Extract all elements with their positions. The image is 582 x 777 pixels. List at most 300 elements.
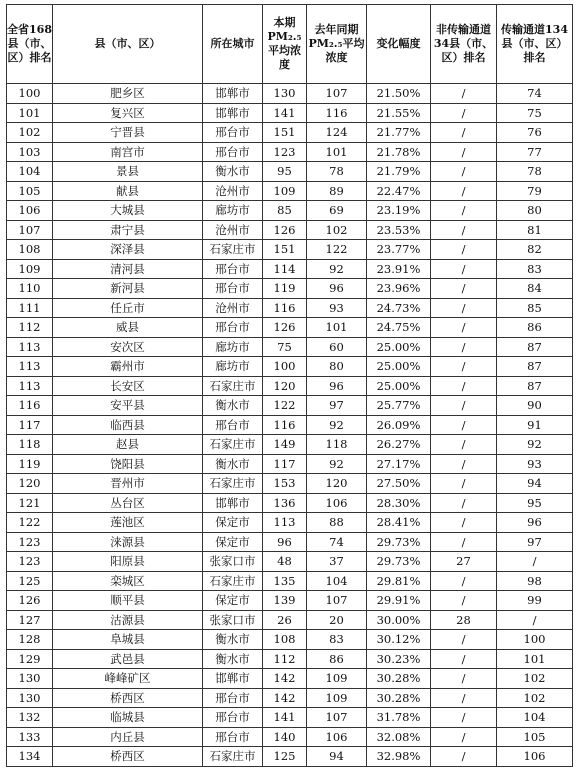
cell-rank-channel: 76	[497, 123, 573, 143]
cell-county: 涞源县	[53, 532, 203, 552]
cell-city: 邢台市	[203, 123, 263, 143]
cell-city: 沧州市	[203, 298, 263, 318]
cell-pm25-current: 126	[263, 220, 307, 240]
cell-rank-non-channel: /	[431, 357, 497, 377]
header-change: 变化幅度	[367, 5, 431, 84]
cell-rank-non-channel: /	[431, 474, 497, 494]
cell-pm25-current: 136	[263, 493, 307, 513]
table-row	[7, 279, 573, 299]
cell-change: 28.30%	[367, 493, 431, 513]
cell-city: 邢台市	[203, 727, 263, 747]
cell-rank-channel: 95	[497, 493, 573, 513]
cell-county: 长安区	[53, 376, 203, 396]
cell-rank-province: 108	[7, 240, 53, 260]
cell-change: 23.96%	[367, 279, 431, 299]
cell-city: 廊坊市	[203, 201, 263, 221]
table-row	[7, 474, 573, 494]
cell-change: 27.17%	[367, 454, 431, 474]
table-row	[7, 669, 573, 689]
cell-rank-channel: 106	[497, 747, 573, 767]
table-row	[7, 162, 573, 182]
cell-rank-province: 132	[7, 708, 53, 728]
cell-city: 石家庄市	[203, 240, 263, 260]
cell-county: 沽源县	[53, 610, 203, 630]
cell-pm25-current: 126	[263, 318, 307, 338]
cell-county: 莲池区	[53, 513, 203, 533]
cell-pm25-current: 151	[263, 240, 307, 260]
cell-city: 邢台市	[203, 259, 263, 279]
cell-city: 邯郸市	[203, 493, 263, 513]
cell-rank-non-channel: /	[431, 513, 497, 533]
cell-pm25-last-year: 88	[307, 513, 367, 533]
cell-city: 邢台市	[203, 318, 263, 338]
cell-rank-province: 110	[7, 279, 53, 299]
cell-rank-province: 111	[7, 298, 53, 318]
table-row	[7, 415, 573, 435]
cell-rank-channel: 78	[497, 162, 573, 182]
table-row	[7, 220, 573, 240]
cell-rank-non-channel: /	[431, 298, 497, 318]
cell-city: 沧州市	[203, 220, 263, 240]
cell-county: 清河县	[53, 259, 203, 279]
cell-city: 石家庄市	[203, 474, 263, 494]
cell-city: 石家庄市	[203, 435, 263, 455]
cell-city: 廊坊市	[203, 357, 263, 377]
cell-county: 肃宁县	[53, 220, 203, 240]
cell-rank-channel: 82	[497, 240, 573, 260]
cell-change: 21.55%	[367, 103, 431, 123]
cell-change: 30.23%	[367, 649, 431, 669]
cell-city: 石家庄市	[203, 747, 263, 767]
cell-city: 石家庄市	[203, 571, 263, 591]
cell-rank-non-channel: /	[431, 103, 497, 123]
cell-change: 22.47%	[367, 181, 431, 201]
cell-change: 28.41%	[367, 513, 431, 533]
ranking-table-container	[6, 4, 572, 767]
cell-county: 深泽县	[53, 240, 203, 260]
cell-rank-channel: 81	[497, 220, 573, 240]
cell-pm25-last-year: 106	[307, 493, 367, 513]
cell-rank-non-channel: /	[431, 201, 497, 221]
cell-rank-province: 133	[7, 727, 53, 747]
table-row	[7, 571, 573, 591]
cell-county: 武邑县	[53, 649, 203, 669]
cell-pm25-current: 142	[263, 669, 307, 689]
cell-rank-province: 129	[7, 649, 53, 669]
cell-rank-channel: 86	[497, 318, 573, 338]
cell-pm25-current: 114	[263, 259, 307, 279]
table-row	[7, 454, 573, 474]
table-row	[7, 747, 573, 767]
cell-city: 张家口市	[203, 552, 263, 572]
cell-pm25-last-year: 97	[307, 396, 367, 416]
cell-rank-non-channel: /	[431, 162, 497, 182]
cell-rank-province: 121	[7, 493, 53, 513]
cell-rank-non-channel: /	[431, 493, 497, 513]
cell-rank-non-channel: /	[431, 630, 497, 650]
cell-rank-non-channel: /	[431, 259, 497, 279]
cell-change: 25.00%	[367, 376, 431, 396]
cell-rank-province: 120	[7, 474, 53, 494]
cell-rank-channel: 104	[497, 708, 573, 728]
cell-rank-non-channel: /	[431, 591, 497, 611]
table-row	[7, 396, 573, 416]
cell-county: 南宫市	[53, 142, 203, 162]
cell-rank-non-channel: /	[431, 571, 497, 591]
table-row	[7, 435, 573, 455]
cell-change: 29.81%	[367, 571, 431, 591]
table-row	[7, 240, 573, 260]
cell-pm25-current: 153	[263, 474, 307, 494]
cell-rank-non-channel: /	[431, 84, 497, 104]
cell-pm25-current: 125	[263, 747, 307, 767]
cell-change: 32.08%	[367, 727, 431, 747]
cell-pm25-current: 141	[263, 103, 307, 123]
table-row	[7, 259, 573, 279]
cell-change: 25.77%	[367, 396, 431, 416]
cell-rank-province: 127	[7, 610, 53, 630]
cell-pm25-last-year: 106	[307, 727, 367, 747]
cell-pm25-last-year: 116	[307, 103, 367, 123]
cell-pm25-last-year: 109	[307, 688, 367, 708]
cell-rank-channel: 87	[497, 376, 573, 396]
cell-pm25-last-year: 109	[307, 669, 367, 689]
cell-pm25-last-year: 102	[307, 220, 367, 240]
cell-change: 29.73%	[367, 552, 431, 572]
cell-pm25-last-year: 60	[307, 337, 367, 357]
cell-rank-non-channel: /	[431, 220, 497, 240]
cell-rank-province: 119	[7, 454, 53, 474]
cell-change: 23.77%	[367, 240, 431, 260]
table-row	[7, 493, 573, 513]
cell-city: 邢台市	[203, 415, 263, 435]
cell-county: 赵县	[53, 435, 203, 455]
table-row	[7, 201, 573, 221]
cell-rank-province: 118	[7, 435, 53, 455]
cell-pm25-last-year: 96	[307, 279, 367, 299]
cell-city: 保定市	[203, 591, 263, 611]
cell-rank-province: 126	[7, 591, 53, 611]
cell-pm25-current: 75	[263, 337, 307, 357]
cell-rank-province: 125	[7, 571, 53, 591]
cell-rank-province: 113	[7, 357, 53, 377]
cell-city: 邯郸市	[203, 103, 263, 123]
cell-pm25-current: 151	[263, 123, 307, 143]
cell-rank-non-channel: /	[431, 279, 497, 299]
cell-pm25-current: 96	[263, 532, 307, 552]
cell-county: 霸州市	[53, 357, 203, 377]
cell-pm25-current: 120	[263, 376, 307, 396]
cell-rank-non-channel: /	[431, 688, 497, 708]
cell-change: 29.73%	[367, 532, 431, 552]
cell-pm25-last-year: 93	[307, 298, 367, 318]
cell-rank-non-channel: /	[431, 376, 497, 396]
cell-county: 顺平县	[53, 591, 203, 611]
table-row	[7, 532, 573, 552]
cell-pm25-last-year: 92	[307, 259, 367, 279]
cell-rank-channel: 83	[497, 259, 573, 279]
cell-pm25-current: 117	[263, 454, 307, 474]
cell-change: 30.28%	[367, 688, 431, 708]
cell-rank-non-channel: /	[431, 747, 497, 767]
cell-county: 饶阳县	[53, 454, 203, 474]
cell-rank-non-channel: /	[431, 142, 497, 162]
cell-rank-province: 112	[7, 318, 53, 338]
cell-city: 邢台市	[203, 279, 263, 299]
cell-change: 32.98%	[367, 747, 431, 767]
cell-pm25-last-year: 80	[307, 357, 367, 377]
cell-county: 任丘市	[53, 298, 203, 318]
cell-pm25-last-year: 89	[307, 181, 367, 201]
header-city: 所在城市	[203, 5, 263, 84]
cell-city: 沧州市	[203, 181, 263, 201]
table-row	[7, 103, 573, 123]
cell-change: 21.77%	[367, 123, 431, 143]
table-row	[7, 610, 573, 630]
cell-change: 30.28%	[367, 669, 431, 689]
cell-county: 安次区	[53, 337, 203, 357]
cell-rank-non-channel: /	[431, 415, 497, 435]
table-row	[7, 84, 573, 104]
cell-change: 23.19%	[367, 201, 431, 221]
cell-pm25-last-year: 122	[307, 240, 367, 260]
cell-pm25-last-year: 92	[307, 415, 367, 435]
cell-county: 临西县	[53, 415, 203, 435]
header-pm25-last-year: 去年同期PM₂.₅平均浓度	[307, 5, 367, 84]
cell-rank-channel: 98	[497, 571, 573, 591]
cell-city: 邢台市	[203, 688, 263, 708]
cell-rank-non-channel: /	[431, 181, 497, 201]
cell-pm25-last-year: 92	[307, 454, 367, 474]
cell-change: 25.00%	[367, 357, 431, 377]
table-row	[7, 552, 573, 572]
cell-pm25-current: 108	[263, 630, 307, 650]
cell-rank-province: 102	[7, 123, 53, 143]
cell-change: 27.50%	[367, 474, 431, 494]
cell-pm25-current: 109	[263, 181, 307, 201]
cell-rank-non-channel: /	[431, 123, 497, 143]
cell-rank-channel: 77	[497, 142, 573, 162]
cell-county: 临城县	[53, 708, 203, 728]
cell-rank-channel: 87	[497, 337, 573, 357]
cell-city: 保定市	[203, 513, 263, 533]
cell-change: 30.12%	[367, 630, 431, 650]
table-header	[7, 5, 573, 84]
cell-county: 峰峰矿区	[53, 669, 203, 689]
cell-rank-non-channel: /	[431, 240, 497, 260]
cell-rank-channel: 105	[497, 727, 573, 747]
table-row	[7, 298, 573, 318]
cell-rank-channel: 90	[497, 396, 573, 416]
cell-pm25-last-year: 96	[307, 376, 367, 396]
cell-change: 21.78%	[367, 142, 431, 162]
cell-pm25-last-year: 101	[307, 318, 367, 338]
cell-county: 晋州市	[53, 474, 203, 494]
cell-change: 23.53%	[367, 220, 431, 240]
cell-rank-non-channel: /	[431, 337, 497, 357]
cell-rank-province: 113	[7, 337, 53, 357]
cell-city: 衡水市	[203, 630, 263, 650]
cell-pm25-last-year: 124	[307, 123, 367, 143]
cell-county: 献县	[53, 181, 203, 201]
cell-county: 阜城县	[53, 630, 203, 650]
cell-city: 衡水市	[203, 649, 263, 669]
cell-pm25-last-year: 83	[307, 630, 367, 650]
cell-rank-province: 134	[7, 747, 53, 767]
cell-pm25-current: 116	[263, 298, 307, 318]
table-row	[7, 708, 573, 728]
cell-rank-channel: 85	[497, 298, 573, 318]
table-row	[7, 630, 573, 650]
cell-pm25-current: 123	[263, 142, 307, 162]
cell-pm25-current: 26	[263, 610, 307, 630]
cell-rank-channel: 97	[497, 532, 573, 552]
cell-pm25-current: 142	[263, 688, 307, 708]
cell-rank-non-channel: /	[431, 396, 497, 416]
header-rank-province: 全省168县（市、区）排名	[7, 5, 53, 84]
cell-rank-channel: 99	[497, 591, 573, 611]
cell-county: 桥西区	[53, 747, 203, 767]
cell-county: 威县	[53, 318, 203, 338]
table-row	[7, 123, 573, 143]
cell-city: 张家口市	[203, 610, 263, 630]
cell-county: 景县	[53, 162, 203, 182]
cell-pm25-last-year: 74	[307, 532, 367, 552]
table-row	[7, 181, 573, 201]
cell-rank-province: 107	[7, 220, 53, 240]
cell-county: 宁晋县	[53, 123, 203, 143]
cell-city: 邯郸市	[203, 669, 263, 689]
cell-pm25-current: 135	[263, 571, 307, 591]
cell-rank-non-channel: /	[431, 708, 497, 728]
cell-change: 23.91%	[367, 259, 431, 279]
cell-rank-province: 109	[7, 259, 53, 279]
cell-pm25-last-year: 86	[307, 649, 367, 669]
cell-pm25-last-year: 104	[307, 571, 367, 591]
cell-county: 内丘县	[53, 727, 203, 747]
cell-rank-province: 117	[7, 415, 53, 435]
cell-rank-channel: 101	[497, 649, 573, 669]
cell-pm25-last-year: 120	[307, 474, 367, 494]
cell-city: 衡水市	[203, 454, 263, 474]
cell-pm25-last-year: 94	[307, 747, 367, 767]
cell-rank-channel: /	[497, 552, 573, 572]
cell-rank-province: 113	[7, 376, 53, 396]
cell-rank-province: 100	[7, 84, 53, 104]
cell-county: 桥西区	[53, 688, 203, 708]
cell-rank-channel: 93	[497, 454, 573, 474]
cell-rank-channel: 100	[497, 630, 573, 650]
cell-pm25-current: 116	[263, 415, 307, 435]
cell-rank-channel: 94	[497, 474, 573, 494]
header-rank-non-channel: 非传输通道34县（市、区）排名	[431, 5, 497, 84]
cell-rank-channel: 102	[497, 688, 573, 708]
cell-change: 29.91%	[367, 591, 431, 611]
cell-pm25-current: 139	[263, 591, 307, 611]
cell-rank-province: 128	[7, 630, 53, 650]
cell-county: 肥乡区	[53, 84, 203, 104]
cell-rank-province: 105	[7, 181, 53, 201]
header-rank-channel: 传输通道134县（市、区）排名	[497, 5, 573, 84]
table-body	[7, 84, 573, 767]
cell-change: 24.75%	[367, 318, 431, 338]
cell-rank-non-channel: 28	[431, 610, 497, 630]
cell-pm25-last-year: 118	[307, 435, 367, 455]
cell-city: 衡水市	[203, 162, 263, 182]
cell-rank-province: 116	[7, 396, 53, 416]
cell-county: 丛台区	[53, 493, 203, 513]
cell-rank-channel: /	[497, 610, 573, 630]
cell-rank-channel: 87	[497, 357, 573, 377]
cell-city: 石家庄市	[203, 376, 263, 396]
cell-rank-non-channel: /	[431, 669, 497, 689]
cell-pm25-current: 95	[263, 162, 307, 182]
cell-pm25-last-year: 37	[307, 552, 367, 572]
cell-rank-non-channel: /	[431, 435, 497, 455]
cell-pm25-current: 130	[263, 84, 307, 104]
cell-change: 26.27%	[367, 435, 431, 455]
cell-rank-channel: 92	[497, 435, 573, 455]
cell-city: 保定市	[203, 532, 263, 552]
cell-city: 衡水市	[203, 396, 263, 416]
cell-change: 21.79%	[367, 162, 431, 182]
cell-pm25-last-year: 101	[307, 142, 367, 162]
cell-county: 阳原县	[53, 552, 203, 572]
cell-county: 安平县	[53, 396, 203, 416]
cell-rank-province: 123	[7, 532, 53, 552]
header-county: 县（市、区）	[53, 5, 203, 84]
cell-rank-channel: 80	[497, 201, 573, 221]
cell-pm25-last-year: 107	[307, 591, 367, 611]
cell-rank-channel: 102	[497, 669, 573, 689]
cell-pm25-current: 85	[263, 201, 307, 221]
cell-pm25-current: 119	[263, 279, 307, 299]
cell-city: 邢台市	[203, 142, 263, 162]
cell-county: 复兴区	[53, 103, 203, 123]
cell-rank-non-channel: 27	[431, 552, 497, 572]
cell-rank-non-channel: /	[431, 727, 497, 747]
table-row	[7, 591, 573, 611]
cell-rank-province: 130	[7, 669, 53, 689]
cell-change: 25.00%	[367, 337, 431, 357]
cell-pm25-current: 149	[263, 435, 307, 455]
table-row	[7, 376, 573, 396]
table-row	[7, 688, 573, 708]
cell-pm25-current: 141	[263, 708, 307, 728]
table-row	[7, 649, 573, 669]
cell-rank-channel: 96	[497, 513, 573, 533]
cell-rank-channel: 91	[497, 415, 573, 435]
cell-city: 邯郸市	[203, 84, 263, 104]
cell-change: 26.09%	[367, 415, 431, 435]
cell-county: 大城县	[53, 201, 203, 221]
cell-pm25-current: 48	[263, 552, 307, 572]
cell-pm25-current: 112	[263, 649, 307, 669]
cell-county: 栾城区	[53, 571, 203, 591]
cell-rank-non-channel: /	[431, 318, 497, 338]
table-row	[7, 513, 573, 533]
cell-pm25-last-year: 107	[307, 708, 367, 728]
cell-rank-non-channel: /	[431, 649, 497, 669]
cell-rank-channel: 84	[497, 279, 573, 299]
cell-rank-province: 104	[7, 162, 53, 182]
cell-pm25-last-year: 69	[307, 201, 367, 221]
cell-change: 21.50%	[367, 84, 431, 104]
cell-pm25-current: 140	[263, 727, 307, 747]
cell-rank-non-channel: /	[431, 532, 497, 552]
cell-rank-channel: 74	[497, 84, 573, 104]
cell-rank-province: 122	[7, 513, 53, 533]
